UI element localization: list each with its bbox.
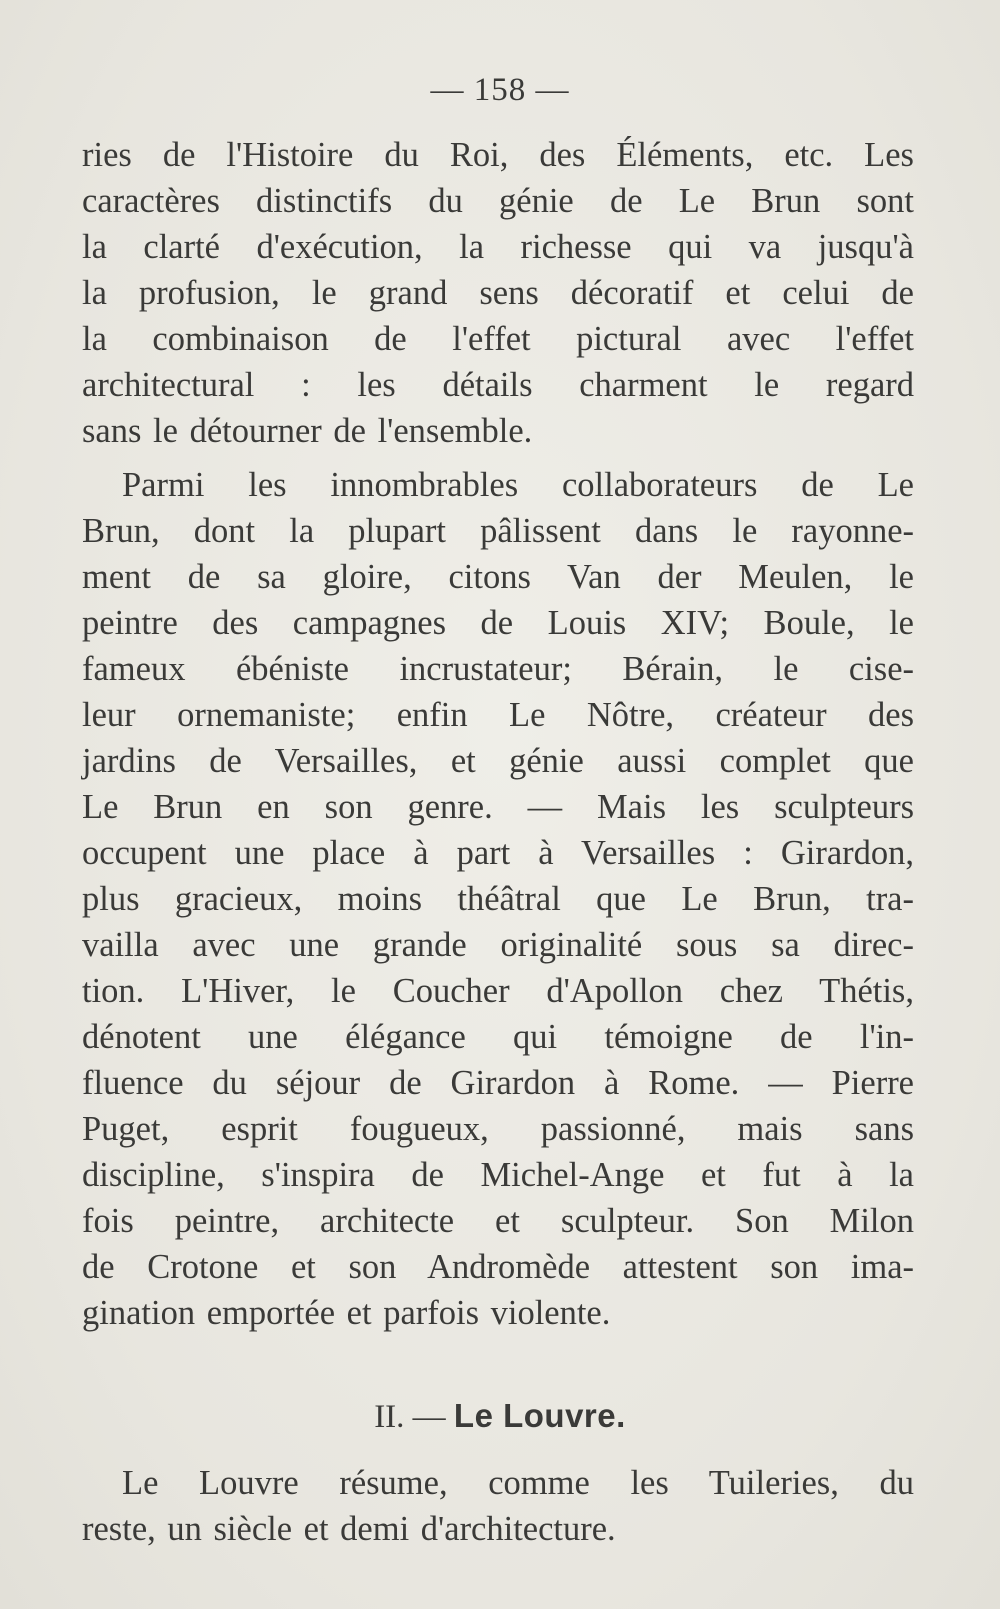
section-heading	[0, 1393, 1000, 1439]
text-line: architectural : les détails charment le regard	[82, 366, 914, 404]
section-number: II. —	[374, 1399, 446, 1435]
text-line: vailla avec une grande originalité sous sa direc-	[82, 926, 914, 964]
text-line: Brun, dont la plupart pâlissent dans le rayonne-	[82, 512, 914, 550]
text-line: Le Brun en son genre. — Mais les sculpteurs	[82, 788, 914, 826]
page-number: — 158 —	[430, 72, 570, 108]
text-line: la profusion, le grand sens décoratif et celui de	[82, 274, 914, 312]
section-title: Le Louvre.	[453, 1397, 626, 1434]
text-line: tion. L'Hiver, le Coucher d'Apollon chez Thétis,	[82, 972, 914, 1010]
text-line: plus gracieux, moins théâtral que Le Brun, tra-	[82, 880, 914, 918]
paragraph-1	[82, 132, 914, 454]
paragraph-2	[82, 462, 914, 1336]
text-line: Puget, esprit fougueux, passionné, mais sans	[82, 1110, 914, 1148]
text-line: la combinaison de l'effet pictural avec l'effet	[82, 320, 914, 358]
text-line: la clarté d'exécution, la richesse qui va jusqu'à	[82, 228, 914, 266]
text-line: ries de l'Histoire du Roi, des Éléments, etc. Les	[82, 136, 914, 174]
text-line: jardins de Versailles, et génie aussi complet que	[82, 742, 914, 780]
text-line: fameux ébéniste incrustateur; Bérain, le cise-	[82, 650, 914, 688]
text-line: fluence du séjour de Girardon à Rome. — Pierre	[82, 1064, 914, 1102]
text-line: leur ornemaniste; enfin Le Nôtre, créateur des	[82, 696, 914, 734]
text-line: Parmi les innombrables collaborateurs de Le	[122, 466, 914, 504]
text-line: caractères distinctifs du génie de Le Brun sont	[82, 182, 914, 220]
text-line: fois peintre, architecte et sculpteur. Son Milon	[82, 1202, 914, 1240]
text-line: gination emportée et parfois violente.	[82, 1294, 611, 1332]
text-line: reste, un siècle et demi d'architecture.	[82, 1510, 616, 1548]
text-line: de Crotone et son Andromède attestent son ima-	[82, 1248, 914, 1286]
text-line: sans le détourner de l'ensemble.	[82, 412, 533, 450]
text-line: dénotent une élégance qui témoigne de l'in-	[82, 1018, 914, 1056]
text-line: Le Louvre résume, comme les Tuileries, du	[122, 1464, 914, 1502]
paragraph-3	[82, 1460, 914, 1552]
text-line: discipline, s'inspira de Michel-Ange et fut à la	[82, 1156, 914, 1194]
text-line: occupent une place à part à Versailles : Girardon,	[82, 834, 914, 872]
text-line: ment de sa gloire, citons Van der Meulen, le	[82, 558, 914, 596]
text-line: peintre des campagnes de Louis XIV; Boule, le	[82, 604, 914, 642]
